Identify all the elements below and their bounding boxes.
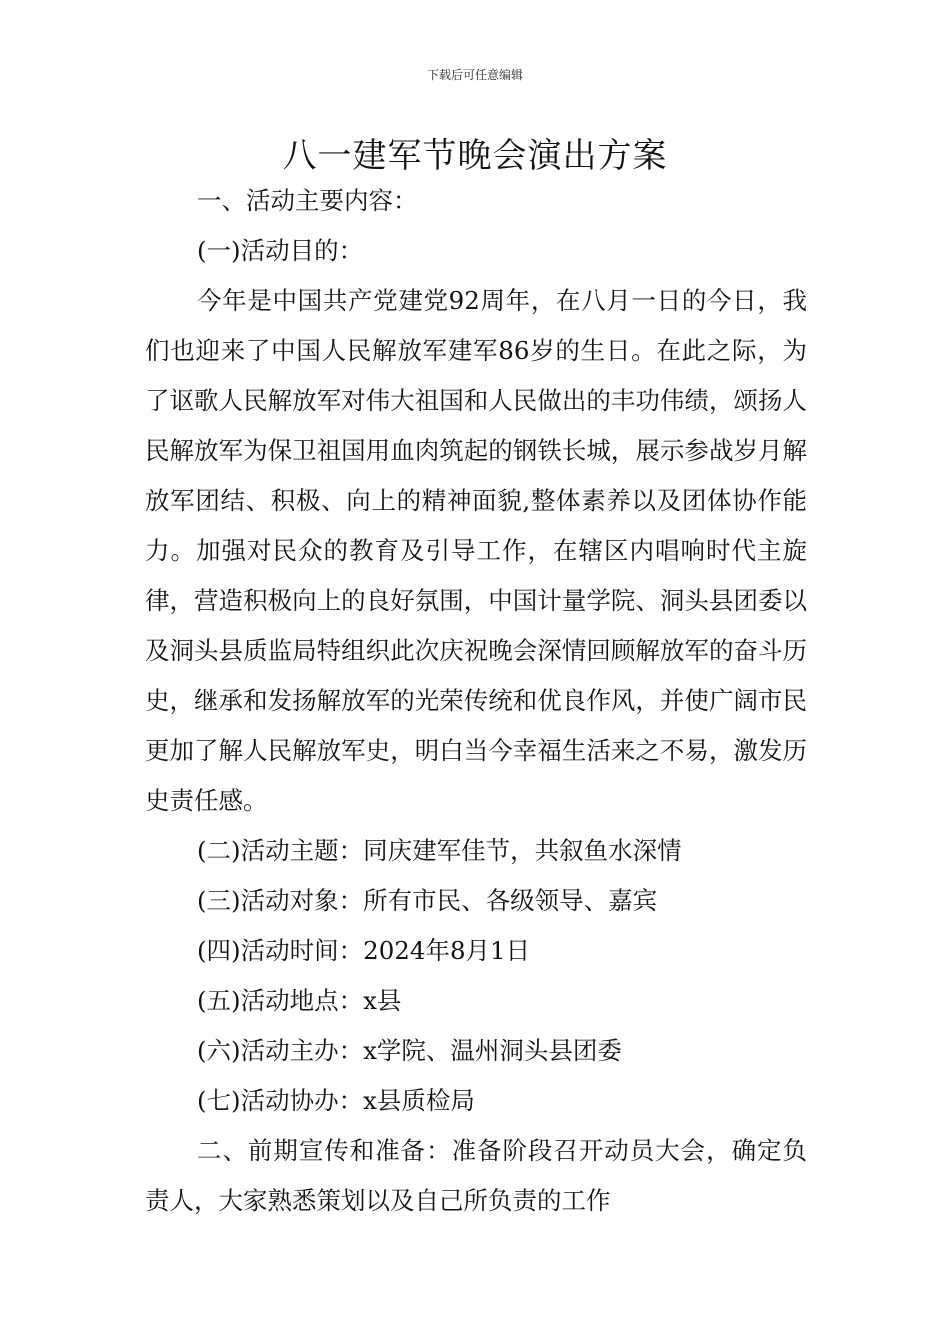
section-heading-activity-content: 一、活动主要内容： <box>197 186 418 215</box>
subsection-activity-location: (五)活动地点：x县 <box>197 986 402 1015</box>
purpose-paragraph: 今年是中国共产党建党92周年，在八月一日的今日，我们也迎来了中国人民解放军建军86岁的生日。在此之际，为了讴歌人民解放军对伟大祖国和人民做出的丰功伟绩，颂扬人民解放军为保卫祖国用血肉筑起的钢铁长城，展示参战岁月解放军团结、积极、向上的精神面貌,整体素养以及团体协作能力。加强对民众的教育及引导工作，在辖区内唱响时代主旋律，营造积极向上的良好氛围，中国计量学院、洞头县团委以及洞头县质监局特组织此次庆祝晚会深情回顾解放军的奋斗历史，继承和发扬解放军的光荣传统和优良作风，并使广阔市民更加了解人民解放军史，明白当今幸福生活来之不易，激发历史责任感。 <box>145 286 807 815</box>
subsection-activity-theme: (二)活动主题：同庆建军佳节，共叙鱼水深情 <box>197 836 682 865</box>
subsection-activity-time: (四)活动时间：2024年8月1日 <box>197 936 531 965</box>
document-body <box>145 176 807 1226</box>
header-note: 下载后可任意编辑 <box>426 68 523 82</box>
subsection-activity-co-host: (七)活动协办：x县质检局 <box>197 1086 475 1115</box>
document-title: 八一建军节晚会演出方案 <box>282 136 668 176</box>
subsection-activity-audience: (三)活动对象：所有市民、各级领导、嘉宾 <box>197 886 658 915</box>
subsection-activity-purpose: (一)活动目的： <box>197 236 364 265</box>
subsection-activity-host: (六)活动主办：x学院、温州洞头县团委 <box>197 1036 622 1065</box>
section-heading-preparation: 二、前期宣传和准备：准备阶段召开动员大会，确定负责人，大家熟悉策划以及自己所负责的工作 <box>145 1136 807 1215</box>
